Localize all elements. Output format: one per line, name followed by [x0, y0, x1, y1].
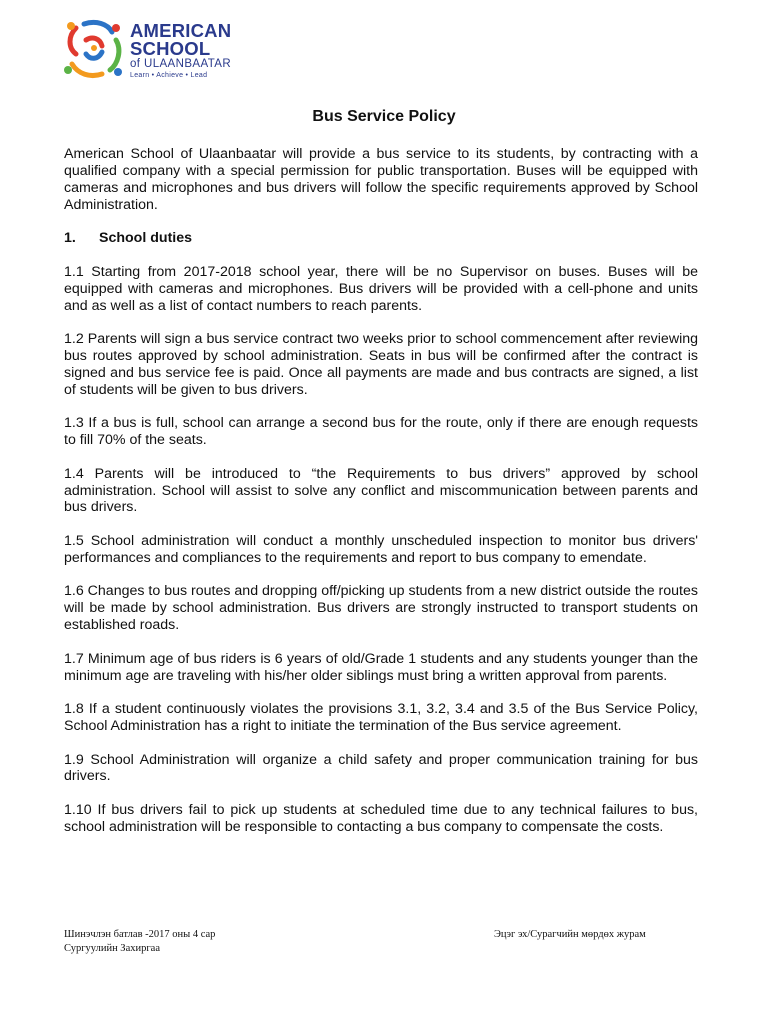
document-title: Bus Service Policy [312, 108, 456, 125]
logo-line-american: AMERICAN [130, 20, 232, 41]
policy-item-1-10: 1.10 If bus drivers fail to pick up students at scheduled time due to any technical failures to bus, school administration will be responsible to contacting a bus company to compensate the costs. [64, 801, 698, 835]
footer-document-name: Эцэг эх/Сурагчийн мөрдөх журам [494, 929, 646, 940]
school-emblem-icon [62, 18, 126, 80]
logo-line-school: SCHOOL [130, 38, 211, 59]
policy-item-1-6: 1.6 Changes to bus routes and dropping off/picking up students from a new district outside the routes will be made by school administration. Bus drivers are strongly instructed to transport students on established roads. [64, 583, 698, 634]
section-heading [64, 230, 698, 247]
policy-item-1-2: 1.2 Parents will sign a bus service contract two weeks prior to school commencement after reviewing bus routes approved by school administration. Seats in bus will be confirmed after the contract is signed and bus service fee is paid. Once all payments are made and bus contracts are signed, a list of students will be given to bus drivers. [64, 331, 698, 398]
document-body [64, 146, 698, 852]
footer-revision-date: Шинэчлэн батлав -2017 оны 4 сар [64, 929, 216, 940]
footer-authority: Сургуулийн Захиргаа [64, 943, 160, 954]
policy-item-1-3: 1.3 If a bus is full, school can arrange a second bus for the route, only if there are enough requests to fill 70% of the seats. [64, 415, 698, 449]
logo-tagline: Learn • Achieve • Lead [130, 72, 208, 79]
school-logo [62, 18, 242, 80]
policy-item-1-5: 1.5 School administration will conduct a monthly unscheduled inspection to monitor bus drivers' performances and compliances to the requirements and report to bus company to emendate. [64, 532, 698, 566]
policy-item-1-8: 1.8 If a student continuously violates the provisions 3.1, 3.2, 3.4 and 3.5 of the Bus Service Policy, School Administration has a right to initiate the termination of the Bus service agreement. [64, 701, 698, 734]
policy-item-1-4: 1.4 Parents will be introduced to “the Requirements to bus drivers” approved by school administration. School will assist to solve any conflict and miscommunication between parents and bus drivers. [64, 465, 698, 516]
policy-item-1-1: 1.1 Starting from 2017-2018 school year, there will be no Supervisor on buses. Buses will be equipped with cameras and microphones. Bus drivers will be provided with a cell-phone and units and as well as a list of contact numbers to reach parents. [64, 263, 698, 314]
intro-paragraph: American School of Ulaanbaatar will provide a bus service to its students, by contracting with a qualified company with a special permission for public transportation. Buses will be equipped with cameras and microphones and bus drivers will follow the specific requirements approved by School Administration. [64, 146, 698, 213]
logo-line-ulaanbaatar: of ULAANBAATAR [130, 58, 232, 70]
policy-item-1-9: 1.9 School Administration will organize a child safety and proper communication training for bus drivers. [64, 751, 698, 785]
policy-item-1-7: 1.7 Minimum age of bus riders is 6 years of old/Grade 1 students and any students younger than the minimum age are traveling with his/her older siblings must bring a written approval from parents. [64, 650, 698, 684]
footer-left [64, 928, 215, 956]
logo-wordmark [130, 22, 231, 80]
section-number: 1. [64, 230, 76, 247]
section-title: School duties [99, 230, 193, 247]
